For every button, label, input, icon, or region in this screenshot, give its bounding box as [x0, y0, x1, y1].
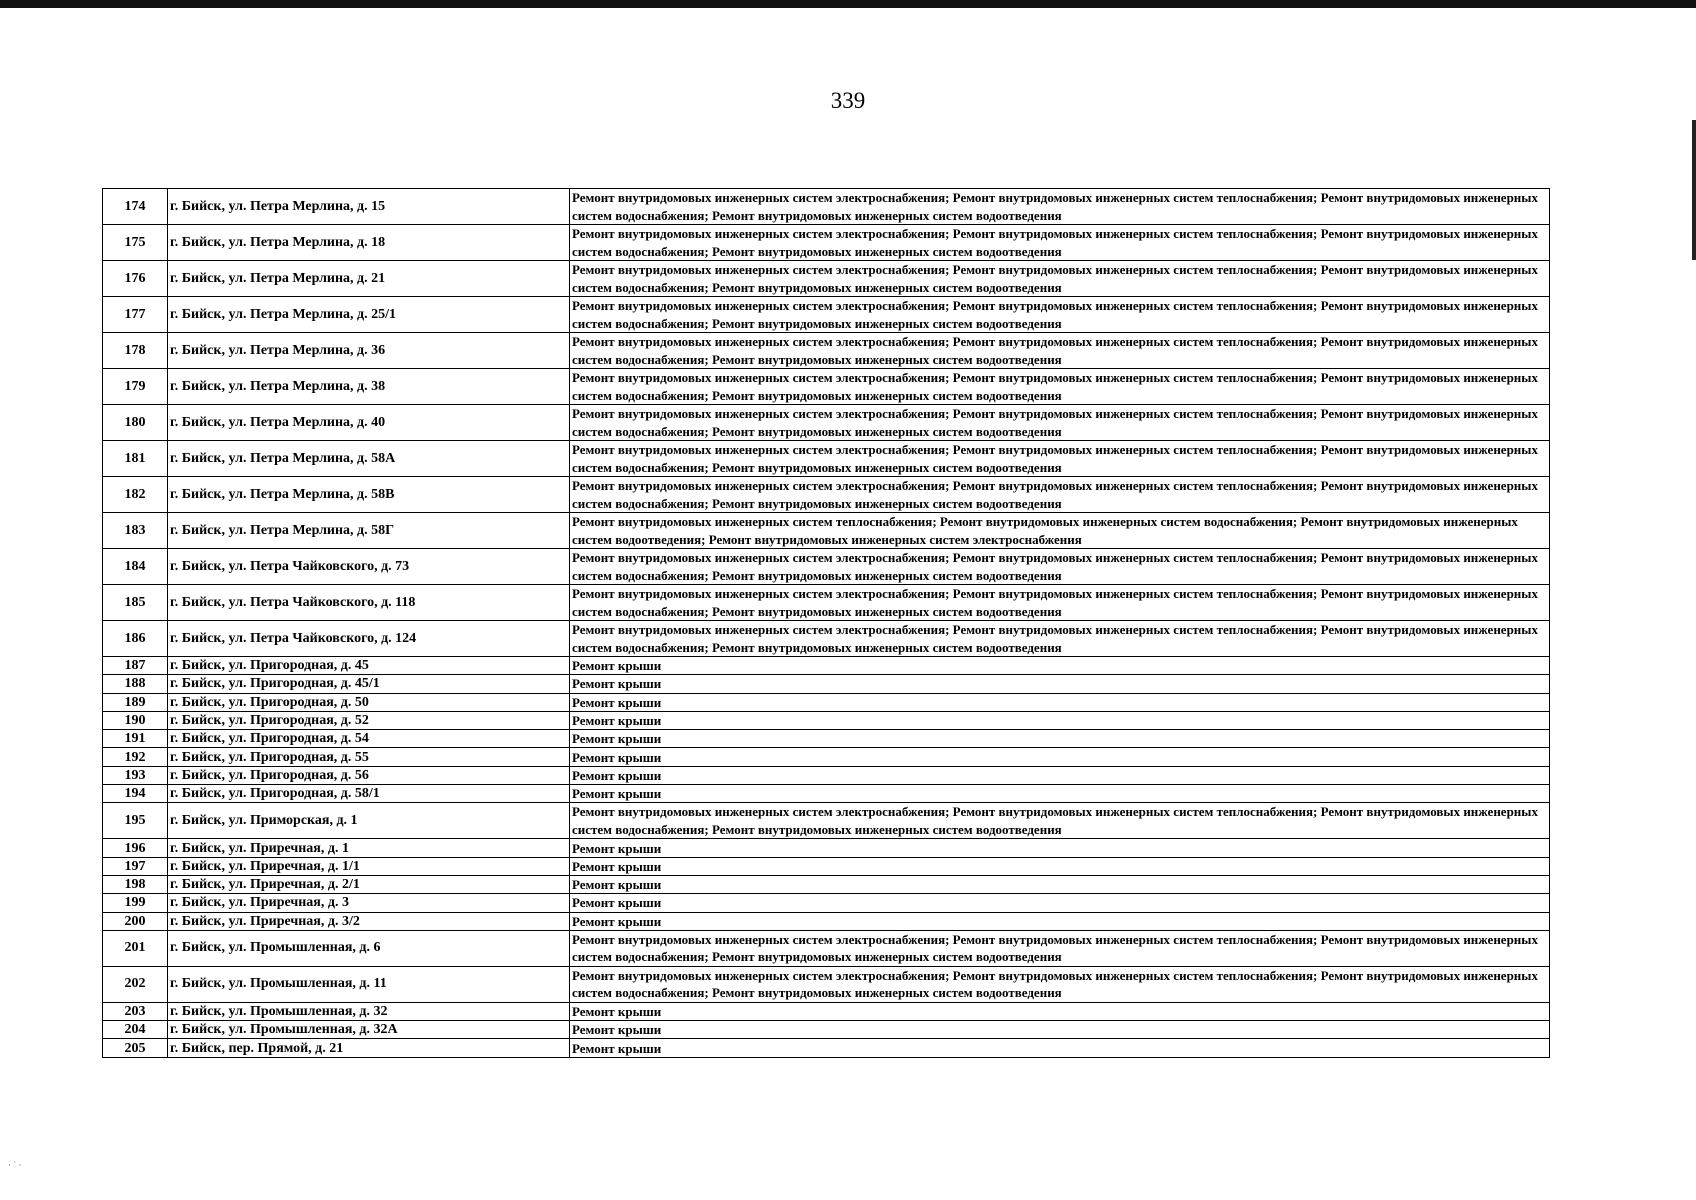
- works-cell: Ремонт крыши: [570, 1002, 1550, 1020]
- table-row: [103, 405, 1550, 441]
- table-row: [103, 549, 1550, 585]
- works-cell: Ремонт крыши: [570, 875, 1550, 893]
- row-number-cell: 193: [103, 766, 168, 784]
- address-cell: г. Бийск, ул. Пригородная, д. 52: [168, 711, 570, 729]
- row-number-cell: 199: [103, 894, 168, 912]
- row-number-cell: 191: [103, 730, 168, 748]
- scan-noise: · ˙ ·: [8, 1160, 22, 1170]
- row-number-cell: 187: [103, 657, 168, 675]
- works-cell: Ремонт внутридомовых инженерных систем электроснабжения; Ремонт внутридомовых инженерных систем теплоснабжения; Ремонт внутридомовых инженерных систем водоснабжения; Ремонт внутридомовых инженерных систем водоотведения: [570, 441, 1550, 477]
- works-cell: Ремонт внутридомовых инженерных систем электроснабжения; Ремонт внутридомовых инженерных систем теплоснабжения; Ремонт внутридомовых инженерных систем водоснабжения; Ремонт внутридомовых инженерных систем водоотведения: [570, 477, 1550, 513]
- address-cell: г. Бийск, ул. Промышленная, д. 11: [168, 966, 570, 1002]
- address-cell: г. Бийск, ул. Петра Мерлина, д. 38: [168, 369, 570, 405]
- works-cell: Ремонт внутридомовых инженерных систем электроснабжения; Ремонт внутридомовых инженерных систем теплоснабжения; Ремонт внутридомовых инженерных систем водоснабжения; Ремонт внутридомовых инженерных систем водоотведения: [570, 261, 1550, 297]
- row-number-cell: 177: [103, 297, 168, 333]
- address-cell: г. Бийск, ул. Петра Мерлина, д. 58А: [168, 441, 570, 477]
- works-cell: Ремонт внутридомовых инженерных систем теплоснабжения; Ремонт внутридомовых инженерных систем водоснабжения; Ремонт внутридомовых инженерных систем водоотведения; Ремонт внутридомовых инженерных систем электроснабжения: [570, 513, 1550, 549]
- works-cell: Ремонт внутридомовых инженерных систем электроснабжения; Ремонт внутридомовых инженерных систем теплоснабжения; Ремонт внутридомовых инженерных систем водоснабжения; Ремонт внутридомовых инженерных систем водоотведения: [570, 966, 1550, 1002]
- works-cell: Ремонт крыши: [570, 730, 1550, 748]
- row-number-cell: 200: [103, 912, 168, 930]
- address-cell: г. Бийск, ул. Петра Мерлина, д. 25/1: [168, 297, 570, 333]
- table-row: [103, 803, 1550, 839]
- row-number-cell: 176: [103, 261, 168, 297]
- row-number-cell: 205: [103, 1039, 168, 1057]
- table-row: [103, 966, 1550, 1002]
- row-number-cell: 196: [103, 839, 168, 857]
- row-number-cell: 195: [103, 803, 168, 839]
- row-number-cell: 180: [103, 405, 168, 441]
- row-number-cell: 183: [103, 513, 168, 549]
- table-row: [103, 930, 1550, 966]
- works-cell: Ремонт крыши: [570, 1039, 1550, 1057]
- row-number-cell: 194: [103, 785, 168, 803]
- row-number-cell: 174: [103, 189, 168, 225]
- register-body: [103, 189, 1550, 1058]
- works-cell: Ремонт внутридомовых инженерных систем электроснабжения; Ремонт внутридомовых инженерных систем теплоснабжения; Ремонт внутридомовых инженерных систем водоснабжения; Ремонт внутридомовых инженерных систем водоотведения: [570, 189, 1550, 225]
- table-row: [103, 730, 1550, 748]
- address-cell: г. Бийск, ул. Приморская, д. 1: [168, 803, 570, 839]
- row-number-cell: 203: [103, 1002, 168, 1020]
- address-cell: г. Бийск, ул. Промышленная, д. 32А: [168, 1021, 570, 1039]
- address-cell: г. Бийск, пер. Прямой, д. 21: [168, 1039, 570, 1057]
- table-row: [103, 189, 1550, 225]
- address-cell: г. Бийск, ул. Петра Чайковского, д. 73: [168, 549, 570, 585]
- works-cell: Ремонт внутридомовых инженерных систем электроснабжения; Ремонт внутридомовых инженерных систем теплоснабжения; Ремонт внутридомовых инженерных систем водоснабжения; Ремонт внутридомовых инженерных систем водоотведения: [570, 297, 1550, 333]
- works-cell: Ремонт крыши: [570, 894, 1550, 912]
- row-number-cell: 175: [103, 225, 168, 261]
- works-cell: Ремонт крыши: [570, 912, 1550, 930]
- address-cell: г. Бийск, ул. Пригородная, д. 55: [168, 748, 570, 766]
- scan-edge-right: [1692, 120, 1696, 260]
- address-cell: г. Бийск, ул. Пригородная, д. 56: [168, 766, 570, 784]
- works-cell: Ремонт внутридомовых инженерных систем электроснабжения; Ремонт внутридомовых инженерных систем теплоснабжения; Ремонт внутридомовых инженерных систем водоснабжения; Ремонт внутридомовых инженерных систем водоотведения: [570, 333, 1550, 369]
- address-cell: г. Бийск, ул. Петра Мерлина, д. 18: [168, 225, 570, 261]
- row-number-cell: 188: [103, 675, 168, 693]
- address-cell: г. Бийск, ул. Пригородная, д. 50: [168, 693, 570, 711]
- address-cell: г. Бийск, ул. Приречная, д. 3/2: [168, 912, 570, 930]
- table-row: [103, 1021, 1550, 1039]
- table-row: [103, 225, 1550, 261]
- table-row: [103, 441, 1550, 477]
- address-cell: г. Бийск, ул. Пригородная, д. 45/1: [168, 675, 570, 693]
- table-row: [103, 657, 1550, 675]
- works-cell: Ремонт внутридомовых инженерных систем электроснабжения; Ремонт внутридомовых инженерных систем теплоснабжения; Ремонт внутридомовых инженерных систем водоснабжения; Ремонт внутридомовых инженерных систем водоотведения: [570, 621, 1550, 657]
- table-row: [103, 912, 1550, 930]
- table-row: [103, 1002, 1550, 1020]
- table-row: [103, 675, 1550, 693]
- table-row: [103, 297, 1550, 333]
- address-cell: г. Бийск, ул. Приречная, д. 1/1: [168, 857, 570, 875]
- row-number-cell: 190: [103, 711, 168, 729]
- address-cell: г. Бийск, ул. Приречная, д. 3: [168, 894, 570, 912]
- works-cell: Ремонт крыши: [570, 675, 1550, 693]
- works-cell: Ремонт внутридомовых инженерных систем электроснабжения; Ремонт внутридомовых инженерных систем теплоснабжения; Ремонт внутридомовых инженерных систем водоснабжения; Ремонт внутридомовых инженерных систем водоотведения: [570, 369, 1550, 405]
- address-cell: г. Бийск, ул. Петра Мерлина, д. 58В: [168, 477, 570, 513]
- row-number-cell: 201: [103, 930, 168, 966]
- works-cell: Ремонт крыши: [570, 785, 1550, 803]
- works-cell: Ремонт внутридомовых инженерных систем электроснабжения; Ремонт внутридомовых инженерных систем теплоснабжения; Ремонт внутридомовых инженерных систем водоснабжения; Ремонт внутридомовых инженерных систем водоотведения: [570, 549, 1550, 585]
- row-number-cell: 202: [103, 966, 168, 1002]
- repair-register-table: [102, 188, 1550, 1058]
- table-row: [103, 1039, 1550, 1057]
- works-cell: Ремонт крыши: [570, 1021, 1550, 1039]
- works-cell: Ремонт крыши: [570, 766, 1550, 784]
- row-number-cell: 197: [103, 857, 168, 875]
- address-cell: г. Бийск, ул. Пригородная, д. 45: [168, 657, 570, 675]
- address-cell: г. Бийск, ул. Петра Чайковского, д. 118: [168, 585, 570, 621]
- address-cell: г. Бийск, ул. Приречная, д. 1: [168, 839, 570, 857]
- row-number-cell: 192: [103, 748, 168, 766]
- address-cell: г. Бийск, ул. Промышленная, д. 32: [168, 1002, 570, 1020]
- address-cell: г. Бийск, ул. Пригородная, д. 58/1: [168, 785, 570, 803]
- works-cell: Ремонт крыши: [570, 711, 1550, 729]
- table-row: [103, 585, 1550, 621]
- table-row: [103, 875, 1550, 893]
- row-number-cell: 184: [103, 549, 168, 585]
- table-row: [103, 857, 1550, 875]
- works-cell: Ремонт внутридомовых инженерных систем электроснабжения; Ремонт внутридомовых инженерных систем теплоснабжения; Ремонт внутридомовых инженерных систем водоснабжения; Ремонт внутридомовых инженерных систем водоотведения: [570, 803, 1550, 839]
- table-row: [103, 711, 1550, 729]
- row-number-cell: 179: [103, 369, 168, 405]
- works-cell: Ремонт крыши: [570, 857, 1550, 875]
- table-row: [103, 621, 1550, 657]
- address-cell: г. Бийск, ул. Петра Мерлина, д. 36: [168, 333, 570, 369]
- table-row: [103, 748, 1550, 766]
- address-cell: г. Бийск, ул. Пригородная, д. 54: [168, 730, 570, 748]
- row-number-cell: 182: [103, 477, 168, 513]
- row-number-cell: 186: [103, 621, 168, 657]
- table-row: [103, 513, 1550, 549]
- row-number-cell: 198: [103, 875, 168, 893]
- table-row: [103, 839, 1550, 857]
- page-number: 339: [830, 88, 866, 113]
- table-row: [103, 894, 1550, 912]
- works-cell: Ремонт крыши: [570, 657, 1550, 675]
- address-cell: г. Бийск, ул. Петра Мерлина, д. 40: [168, 405, 570, 441]
- table-row: [103, 477, 1550, 513]
- table-row: [103, 261, 1550, 297]
- works-cell: Ремонт крыши: [570, 839, 1550, 857]
- works-cell: Ремонт внутридомовых инженерных систем электроснабжения; Ремонт внутридомовых инженерных систем теплоснабжения; Ремонт внутридомовых инженерных систем водоснабжения; Ремонт внутридомовых инженерных систем водоотведения: [570, 585, 1550, 621]
- works-cell: Ремонт внутридомовых инженерных систем электроснабжения; Ремонт внутридомовых инженерных систем теплоснабжения; Ремонт внутридомовых инженерных систем водоснабжения; Ремонт внутридомовых инженерных систем водоотведения: [570, 405, 1550, 441]
- works-cell: Ремонт внутридомовых инженерных систем электроснабжения; Ремонт внутридомовых инженерных систем теплоснабжения; Ремонт внутридомовых инженерных систем водоснабжения; Ремонт внутридомовых инженерных систем водоотведения: [570, 225, 1550, 261]
- row-number-cell: 178: [103, 333, 168, 369]
- works-cell: Ремонт крыши: [570, 748, 1550, 766]
- table-row: [103, 693, 1550, 711]
- works-cell: Ремонт внутридомовых инженерных систем электроснабжения; Ремонт внутридомовых инженерных систем теплоснабжения; Ремонт внутридомовых инженерных систем водоснабжения; Ремонт внутридомовых инженерных систем водоотведения: [570, 930, 1550, 966]
- row-number-cell: 189: [103, 693, 168, 711]
- works-cell: Ремонт крыши: [570, 693, 1550, 711]
- address-cell: г. Бийск, ул. Петра Мерлина, д. 21: [168, 261, 570, 297]
- table-row: [103, 766, 1550, 784]
- address-cell: г. Бийск, ул. Петра Мерлина, д. 58Г: [168, 513, 570, 549]
- scan-edge-top: [0, 0, 1696, 8]
- row-number-cell: 181: [103, 441, 168, 477]
- row-number-cell: 204: [103, 1021, 168, 1039]
- table-row: [103, 369, 1550, 405]
- table-row: [103, 333, 1550, 369]
- row-number-cell: 185: [103, 585, 168, 621]
- address-cell: г. Бийск, ул. Петра Чайковского, д. 124: [168, 621, 570, 657]
- table-row: [103, 785, 1550, 803]
- address-cell: г. Бийск, ул. Приречная, д. 2/1: [168, 875, 570, 893]
- address-cell: г. Бийск, ул. Промышленная, д. 6: [168, 930, 570, 966]
- address-cell: г. Бийск, ул. Петра Мерлина, д. 15: [168, 189, 570, 225]
